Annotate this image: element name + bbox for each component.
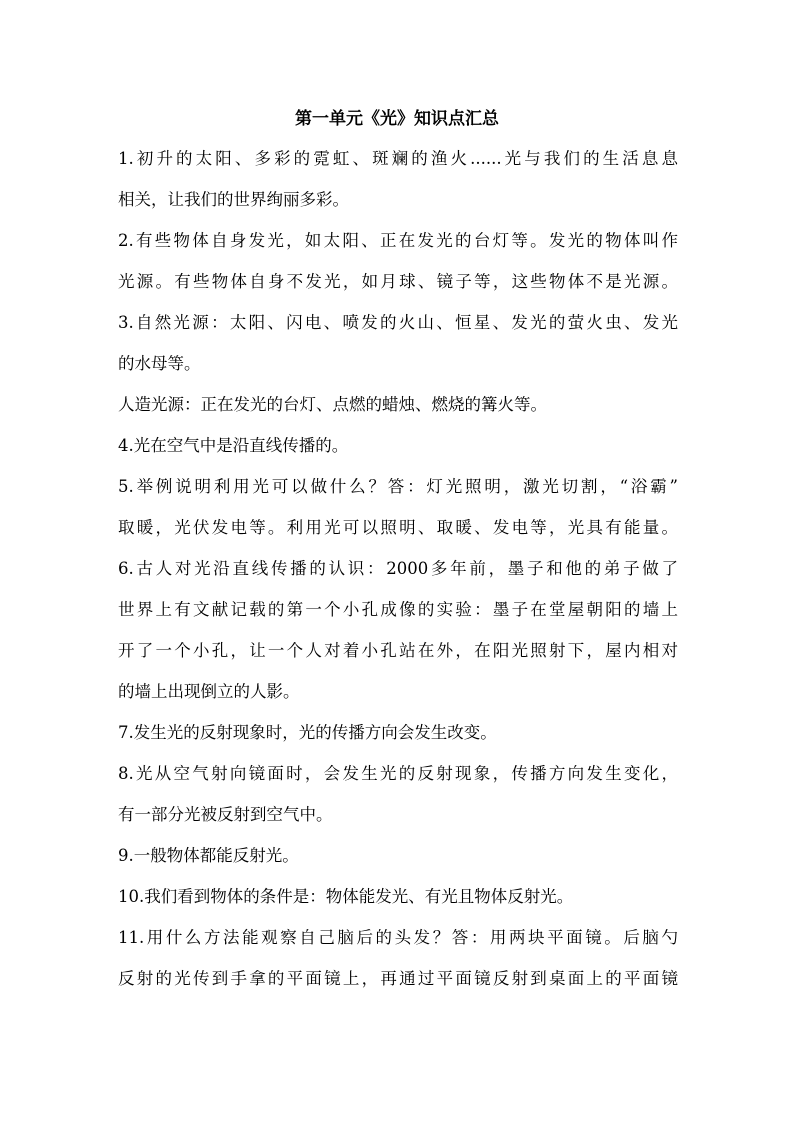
text-line: 相关，让我们的世界绚丽多彩。 [118,190,349,209]
text-line: 4.光在空气中是沿直线传播的。 [118,436,349,455]
text-line: 有一部分光被反射到空气中。 [118,805,333,824]
text-line: 光源。有些物体自身不发光，如月球、镜子等，这些物体不是光源。 [118,272,678,291]
text-line: 世界上有文献记载的第一个小孔成像的实验：墨子在堂屋朝阳的墙上 [118,600,678,619]
text-line: 8.光从空气射向镜面时，会发生光的反射现象，传播方向发生变化， [118,764,678,783]
text-line: 11.用什么方法能观察自己脑后的头发？答：用两块平面镜。后脑勺 [118,928,678,947]
text-line: 10.我们看到物体的条件是：物体能发光、有光且物体反射光。 [118,887,574,906]
text-line: 1.初升的太阳、多彩的霓虹、斑斓的渔火......光与我们的生活息息 [118,149,678,168]
text-line: 3.自然光源：太阳、闪电、喷发的火山、恒星、发光的萤火虫、发光 [118,313,678,332]
text-line: 人造光源：正在发光的台灯、点燃的蜡烛、燃烧的篝火等。 [118,395,547,414]
text-line: 取暖，光伏发电等。利用光可以照明、取暖、发电等，光具有能量。 [118,518,678,537]
document-title: 第一单元《光》知识点汇总 [295,109,499,129]
text-line: 5.举例说明利用光可以做什么？答：灯光照明，激光切割，“浴霸” [118,477,678,496]
text-line: 反射的光传到手拿的平面镜上，再通过平面镜反射到桌面上的平面镜 [118,969,678,988]
text-line: 2.有些物体自身发光，如太阳、正在发光的台灯等。发光的物体叫作 [118,231,678,250]
text-line: 9.一般物体都能反射光。 [118,846,299,865]
text-line: 7.发生光的反射现象时，光的传播方向会发生改变。 [118,723,497,742]
text-line: 开了一个小孔，让一个人对着小孔站在外，在阳光照射下，屋内相对 [118,641,678,660]
text-line: 的水母等。 [118,354,201,373]
text-line: 的墙上出现倒立的人影。 [118,682,300,701]
text-line: 6.古人对光沿直线传播的认识：2000多年前，墨子和他的弟子做了 [118,559,678,578]
